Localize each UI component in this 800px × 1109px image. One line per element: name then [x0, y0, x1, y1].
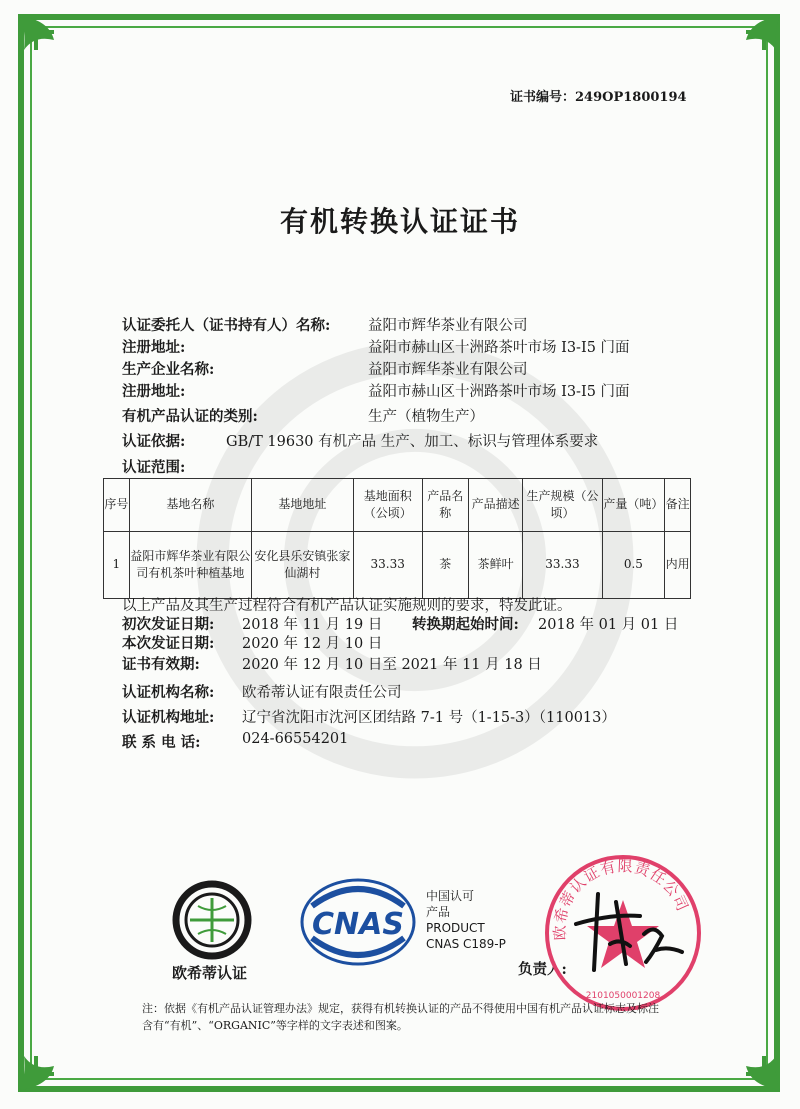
conversion-start-value: 2018 年 01 月 01 日	[538, 617, 679, 633]
cell-area: 33.33	[353, 532, 422, 599]
col-product-name: 产品名称	[422, 479, 468, 532]
cnas-line3: PRODUCT	[426, 921, 485, 935]
client-value: 益阳市辉华茶业有限公司	[368, 318, 528, 334]
seal-number: 2101050001208	[585, 991, 661, 1001]
signature-label: 负责人:	[518, 961, 567, 978]
col-product-desc: 产品描述	[468, 479, 522, 532]
cert-body-label: 认证机构名称:	[122, 684, 215, 701]
phone-label: 联 系 电 话:	[122, 734, 201, 751]
cell-scale: 33.33	[523, 532, 602, 599]
producer-value: 益阳市辉华茶业有限公司	[368, 362, 528, 378]
validity-label: 证书有效期:	[122, 656, 200, 673]
certificate-title: 有机转换认证证书	[279, 205, 520, 238]
col-scale: 生产规模（公顷）	[523, 479, 602, 532]
cell-product-desc: 茶鲜叶	[468, 532, 522, 599]
reg-address2-label: 注册地址:	[122, 383, 186, 400]
reg-address-value: 益阳市赫山区十洲路茶叶市场 I3-I5 门面	[368, 340, 630, 356]
this-issue-value: 2020 年 12 月 10 日	[242, 636, 383, 652]
basis-value: GB/T 19630 有机产品 生产、加工、标识与管理体系要求	[226, 434, 599, 450]
corner-ornament-icon	[14, 1026, 84, 1096]
cert-body-address-value: 辽宁省沈阳市沈河区团结路 7-1 号（1-15-3）（110013）	[242, 710, 616, 726]
col-area: 基地面积（公顷）	[353, 479, 422, 532]
cnas-mark: CNAS	[312, 907, 404, 942]
phone-value: 024-66554201	[242, 731, 349, 747]
certificate-number: 证书编号：249OP1800194	[510, 90, 687, 105]
corner-ornament-icon	[14, 10, 84, 80]
cell-remark: 内用	[665, 532, 691, 599]
cnas-line4: CNAS C189-P	[426, 937, 506, 951]
this-issue-label: 本次发证日期:	[122, 635, 215, 652]
category-value: 生产（植物生产）	[368, 409, 484, 425]
table-row	[104, 532, 691, 599]
cell-no: 1	[104, 532, 130, 599]
cell-product-name: 茶	[422, 532, 468, 599]
statement: 以上产品及其生产过程符合有机产品认证实施规则的要求，特发此证。	[122, 598, 572, 614]
col-base-name: 基地名称	[129, 479, 251, 532]
table-header-row	[104, 479, 691, 532]
cnas-caption	[426, 888, 506, 952]
reg-address-label: 注册地址:	[122, 339, 186, 356]
producer-label: 生产企业名称:	[122, 361, 215, 378]
basis-label: 认证依据:	[122, 433, 186, 450]
ocert-logo-icon	[172, 880, 252, 960]
cert-body-address-label: 认证机构地址:	[122, 709, 215, 726]
cnas-line2: 产品	[426, 905, 451, 919]
cert-body-value: 欧希蒂认证有限责任公司	[242, 685, 402, 701]
cell-base-address: 安化县乐安镇张家仙湖村	[252, 532, 354, 599]
first-issue-label: 初次发证日期:	[122, 616, 215, 633]
cell-base-name: 益阳市辉华茶业有限公司有机茶叶种植基地	[129, 532, 251, 599]
scope-table	[103, 478, 691, 599]
cnas-logo-icon	[298, 876, 418, 968]
first-issue-value: 2018 年 11 月 19 日	[242, 617, 383, 633]
col-remark: 备注	[665, 479, 691, 532]
cell-output: 0.5	[602, 532, 665, 599]
category-label: 有机产品认证的类别:	[122, 408, 258, 425]
col-base-address: 基地地址	[252, 479, 354, 532]
seal-text: 欧希蒂认证有限责任公司	[550, 857, 692, 941]
cnas-line1: 中国认可	[426, 889, 475, 903]
scope-label: 认证范围:	[122, 459, 186, 476]
corner-ornament-icon	[716, 10, 786, 80]
validity-value: 2020 年 12 月 10 日至 2021 年 11 月 18 日	[242, 657, 542, 673]
ocert-name: 欧希蒂认证	[172, 964, 248, 982]
col-output: 产量（吨）	[602, 479, 665, 532]
conversion-start-label: 转换期起始时间:	[412, 616, 519, 633]
reg-address2-value: 益阳市赫山区十洲路茶叶市场 I3-I5 门面	[368, 384, 630, 400]
client-label: 认证委托人（证书持有人）名称:	[122, 317, 331, 334]
handwritten-signature-icon	[570, 880, 690, 980]
footnote: 注：依据《有机产品认证管理办法》规定，获得有机转换认证的产品不得使用中国有机产品认证标志及标注含有“有机”、“ORGANIC”等字样的文字表述和图案。	[142, 1002, 659, 1032]
corner-ornament-icon	[716, 1026, 786, 1096]
col-no: 序号	[104, 479, 130, 532]
